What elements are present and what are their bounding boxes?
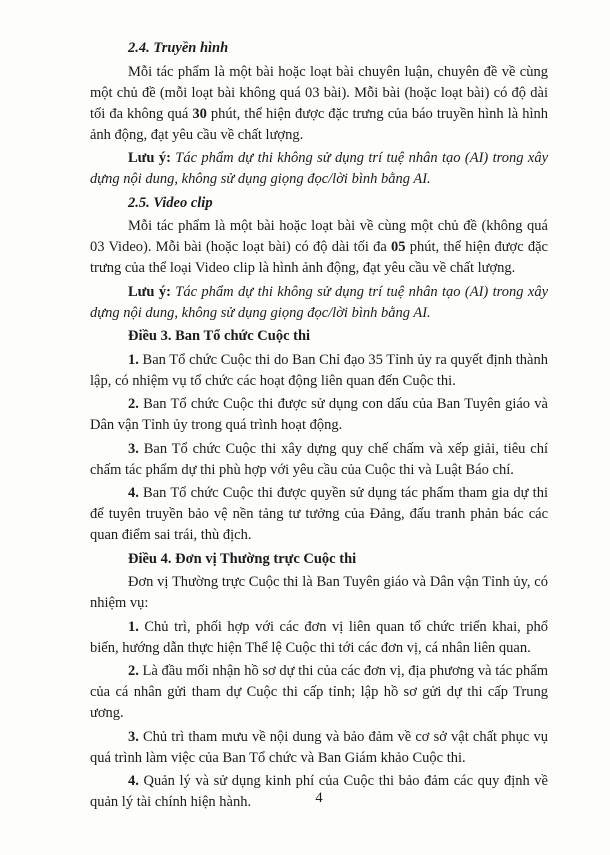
item-text: Ban Tổ chức Cuộc thi xây dựng quy chế chấm và xếp giải, tiêu chí chấm tác phẩm dự thi phù hợp với yêu cầu của Cuộc thi và Luật Báo chí. (90, 440, 548, 478)
item-number: 3. (128, 440, 139, 457)
item-text: Là đầu mối nhận hồ sơ dự thi của các đơn vị, địa phương và tác phẩm của cá nhân gửi tham dự Cuộc thi cấp tỉnh; lập hồ sơ gửi dự thi cấp Trung ương. (90, 663, 548, 721)
article-heading-dieu-3: Điều 3. Ban Tổ chức Cuộc thi (128, 328, 311, 344)
dieu3-item-4 (90, 483, 548, 546)
dieu3-item-2 (90, 394, 548, 436)
paragraph-text: phút, thể hiện được đặc trưng của báo truyền hình là hình ảnh động, đạt yêu cầu về chất lượng. (90, 105, 548, 143)
note-text: Tác phẩm dự thi không sử dụng trí tuệ nhân tạo (AI) trong xây dựng nội dung, không sử dụng giọng đọc/lời bình bằng AI. (90, 150, 549, 187)
note-ai-2 (90, 282, 548, 324)
bold-duration-30: 30 (192, 105, 207, 122)
paragraph-text: phút, thể hiện được đặc trưng của thể loại Video clip là hình ảnh động, đạt yêu cầu về chất lượng. (90, 239, 548, 276)
item-text: Chủ trì, phối hợp với các đơn vị liên quan tổ chức triển khai, phổ biến, hướng dẫn thực hiện Thể lệ Cuộc thi tới các đơn vị, cá nhân liên quan. (90, 618, 548, 656)
item-text: Quản lý và sử dụng kinh phí của Cuộc thi bảo đảm các quy định về quản lý tài chính hiện hành. (90, 773, 548, 810)
dieu3-item-1 (90, 350, 548, 392)
note-text: Tác phẩm dự thi không sử dụng trí tuệ nhân tạo (AI) trong xây dựng nội dung, không sử dụng giọng đọc/lời bình bằng AI. (90, 283, 549, 321)
section-heading-2-4: 2.4. Truyền hình (128, 40, 229, 56)
item-text: Chủ trì tham mưu về nội dung và bảo đảm về cơ sở vật chất phục vụ quá trình làm việc của Ban Tổ chức và Ban Giám khảo Cuộc thi. (90, 728, 548, 766)
dieu4-item-2 (90, 661, 548, 724)
dieu4-intro: Đơn vị Thường trực Cuộc thi là Ban Tuyên giáo và Dân vận Tỉnh ủy, có nhiệm vụ: (90, 574, 548, 611)
note-label: Lưu ý: (128, 283, 171, 300)
paragraph-truyen-hinh (90, 62, 548, 146)
item-number: 1. (128, 351, 139, 368)
page-number: 4 (315, 790, 323, 806)
section-heading-2-5: 2.5. Video clip (128, 194, 213, 211)
item-number: 2. (128, 663, 139, 679)
note-label: Lưu ý: (128, 150, 171, 166)
item-number: 3. (128, 728, 139, 745)
item-number: 1. (128, 618, 139, 635)
dieu4-item-1 (90, 617, 548, 659)
dieu3-item-3 (90, 439, 548, 481)
item-text: Ban Tổ chức Cuộc thi được quyền sử dụng tác phẩm tham gia dự thi để tuyên truyền bảo vệ nền tảng tư tưởng của Đảng, đấu tranh phản bác các quan điểm sai trái, thù địch. (90, 485, 548, 543)
note-ai-1 (90, 148, 548, 190)
paragraph-text: Mỗi tác phẩm là một bài hoặc loạt bài về cùng một chủ đề (không quá 03 Video). Mỗi bài (hoặc loạt bài) có độ dài tối đa (90, 218, 548, 255)
article-heading-dieu-4: Điều 4. Đơn vị Thường trực Cuộc thi (128, 550, 357, 567)
bold-duration-05: 05 (391, 239, 406, 255)
item-text: Ban Tổ chức Cuộc thi được sử dụng con dấu của Ban Tuyên giáo và Dân vận Tỉnh ủy trong quá trình hoạt động. (90, 396, 548, 433)
paragraph-text: Mỗi tác phẩm là một bài hoặc loạt bài chuyên luận, chuyên đề về cùng một chủ đề (mỗi loạt bài không quá 03 bài). Mỗi bài (hoặc loạt bài) có độ dài tối đa không quá (90, 63, 548, 122)
item-text: Ban Tổ chức Cuộc thi do Ban Chỉ đạo 35 Tỉnh ủy ra quyết định thành lập, có nhiệm vụ tổ chức các hoạt động liên quan đến Cuộc thi. (90, 351, 548, 389)
dieu4-item-3 (90, 727, 548, 769)
item-number: 4. (128, 773, 139, 789)
item-number: 2. (128, 396, 139, 412)
paragraph-video-clip (90, 216, 548, 279)
item-number: 4. (128, 485, 139, 501)
